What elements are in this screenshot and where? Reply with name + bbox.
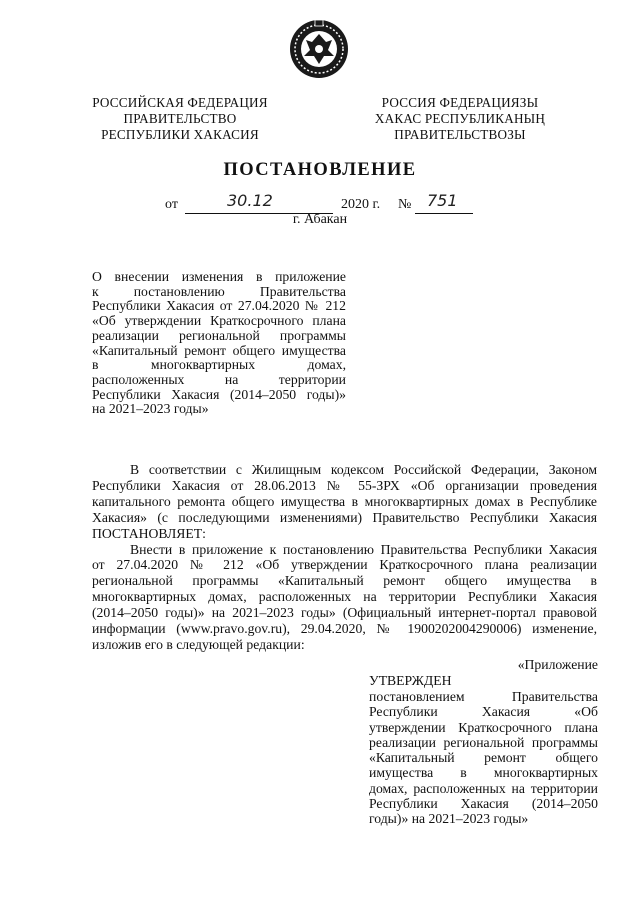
body-line: региональной программы «Капитальный ремонт общего имущества в [92, 573, 597, 589]
number-label: № [398, 197, 412, 212]
subject-line: Республики Хакасия (2014–2050 годы)» [92, 386, 346, 402]
approval-line: Республики Хакасия (2014–2050 [369, 796, 598, 812]
appendix-label: «Приложение [517, 657, 598, 672]
subject-line: расположенных на территории [92, 371, 346, 387]
body-line: Республики Хакасия от 28.06.2013 № 55-ЗРХ «Об организации проведения [92, 477, 597, 493]
body-line: от 27.04.2020 № 212 «Об утверждении Краткосрочного плана реализации [92, 557, 597, 573]
body-line: В соответствии с Жилищным кодексом Российской Федерации, Законом [130, 462, 597, 477]
body-line: информации (www.pravo.gov.ru), 29.04.2020, № 1900202004290006) изменение, [92, 621, 597, 637]
body-line: (2014–2050 годы)» на 2021–2023 годы» (Официальный интернет-портал правовой [92, 605, 597, 621]
handwritten-number: 751 [427, 191, 458, 210]
from-label: от [165, 197, 178, 212]
header-right-line: ПРАВИТЕЛЬСТВОЗЫ [394, 127, 526, 142]
approval-block [369, 689, 598, 827]
body-line: Внести в приложение к постановлению Правительства Республики Хакасия [130, 541, 597, 557]
approval-line: «Капитальный ремонт общего [369, 750, 598, 766]
approval-line: Республики Хакасия «Об [369, 704, 598, 720]
subject-line: на 2021–2023 годы» [92, 401, 209, 417]
approval-line: имущества в многоквартирных [369, 765, 598, 781]
header-left-line: РЕСПУБЛИКИ ХАКАСИЯ [101, 127, 259, 142]
subject-block [92, 270, 346, 417]
header-right-authority [360, 95, 560, 143]
body-line: ПОСТАНОВЛЯЕТ: [92, 525, 206, 541]
header-left-line: РОССИЙСКАЯ ФЕДЕРАЦИЯ [92, 95, 268, 110]
subject-line: в многоквартирных домах, [92, 357, 346, 373]
body-line: многоквартирных домах, расположенных на территории Республики Хакасия [92, 589, 597, 605]
approval-line: реализации региональной программы [369, 734, 598, 750]
year-label: 2020 г. [341, 197, 381, 212]
coat-of-arms-icon [288, 18, 350, 80]
header-right-line: РОССИЯ ФЕДЕРАЦИЯЗЫ [381, 95, 539, 110]
body-line: Хакасия» (с последующими изменениями) Правительство Республики Хакасия [92, 509, 597, 525]
subject-line: к постановлению Правительства [92, 283, 346, 299]
approved-label: УТВЕРЖДЕН [369, 673, 452, 688]
approval-line: годы)» на 2021–2023 годы» [369, 811, 529, 827]
subject-line: «Капитальный ремонт общего имущества [92, 342, 346, 358]
city-label: г. Абакан [292, 212, 348, 227]
approval-line: домах, расположенных на территории [369, 780, 598, 796]
subject-line: Республики Хакасия от 27.04.2020 № 212 [92, 298, 346, 314]
body-line: капитального ремонта общего имущества в многоквартирных домах в Республике [92, 493, 597, 509]
header-left-line: ПРАВИТЕЛЬСТВО [123, 111, 237, 126]
body-line: изложив его в следующей редакции: [92, 636, 305, 652]
subject-line: «Об утверждении Краткосрочного плана [92, 313, 346, 329]
subject-line: О внесении изменения в приложение [92, 269, 346, 284]
handwritten-date: 30.12 [227, 191, 273, 210]
body-text [92, 462, 597, 653]
header-right-line: ХАКАС РЕСПУБЛИКАНЫҢ [374, 111, 546, 126]
document-title: ПОСТАНОВЛЕНИЕ [223, 160, 417, 180]
approval-line: постановлением Правительства [369, 689, 598, 704]
header-left-authority [80, 95, 280, 143]
approval-line: утверждении Краткосрочного плана [369, 719, 598, 735]
subject-line: реализации региональной программы [92, 327, 346, 343]
